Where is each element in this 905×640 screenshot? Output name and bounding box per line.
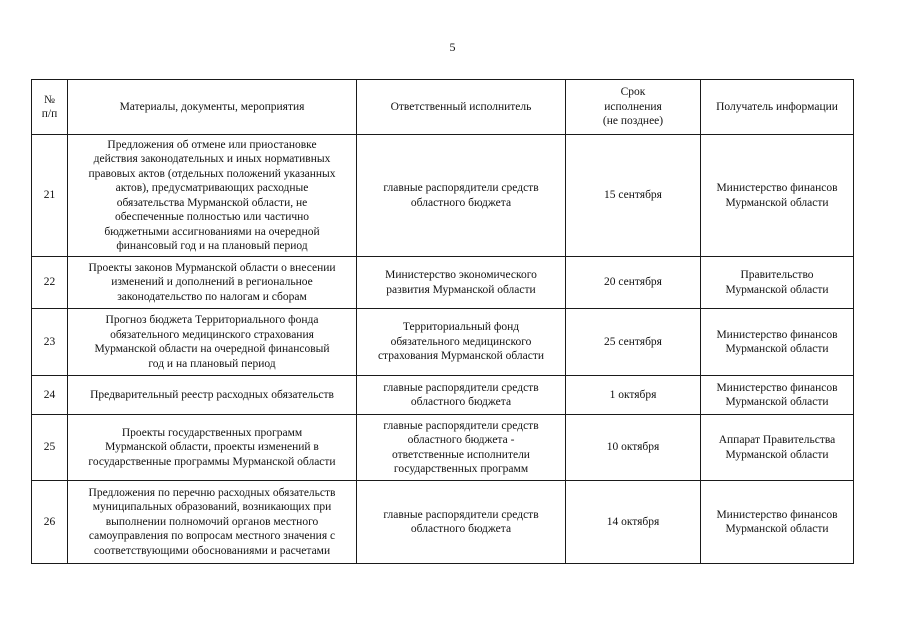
row-responsible: главные распорядители средств областного бюджета <box>357 481 566 564</box>
row-responsible: Министерство экономического развития Мурманской области <box>357 257 566 309</box>
table-row <box>32 309 854 376</box>
row-number: 24 <box>32 376 68 415</box>
row-deadline: 14 октября <box>566 481 701 564</box>
table-row <box>32 257 854 309</box>
row-deadline: 10 октября <box>566 415 701 481</box>
row-materials: Проекты законов Мурманской области о внесении изменений и дополнений в региональное законодательство по налогам и сборам <box>68 257 357 309</box>
row-number: 26 <box>32 481 68 564</box>
row-recipient: Министерство финансов Мурманской области <box>701 481 854 564</box>
row-responsible: главные распорядители средств областного бюджета <box>357 376 566 415</box>
table-row <box>32 481 854 564</box>
row-responsible: Территориальный фонд обязательного медицинского страхования Мурманской области <box>357 309 566 376</box>
page-number: 5 <box>449 40 456 54</box>
row-materials: Предложения по перечню расходных обязательств муниципальных образований, возникающих при выполнении полномочий органов местного самоуправления по вопросам местного значения с соответствующими обоснованиями и расчетами <box>68 481 357 564</box>
row-materials: Предложения об отмене или приостановке действия законодательных и иных нормативных правовых актов (отдельных положений указанных актов), предусматривающих расходные обязательства Мурманской области, не обеспеченные полностью или частично бюджетными ассигнованиями на очередной финансовый год и на плановый период <box>68 135 357 257</box>
row-number: 22 <box>32 257 68 309</box>
header-num: № п/п <box>32 80 68 135</box>
row-deadline: 25 сентября <box>566 309 701 376</box>
row-recipient: Правительство Мурманской области <box>701 257 854 309</box>
row-recipient: Аппарат Правительства Мурманской области <box>701 415 854 481</box>
row-materials: Предварительный реестр расходных обязательств <box>68 376 357 415</box>
row-materials: Прогноз бюджета Территориального фонда обязательного медицинского страхования Мурманской области на очередной финансовый год и на плановый период <box>68 309 357 376</box>
table-row <box>32 376 854 415</box>
table-row <box>32 415 854 481</box>
row-responsible: главные распорядители средств областного бюджета - ответственные исполнители государственных программ <box>357 415 566 481</box>
table-row <box>32 135 854 257</box>
row-deadline: 20 сентября <box>566 257 701 309</box>
row-recipient: Министерство финансов Мурманской области <box>701 135 854 257</box>
row-materials: Проекты государственных программ Мурманской области, проекты изменений в государственные программы Мурманской области <box>68 415 357 481</box>
row-recipient: Министерство финансов Мурманской области <box>701 376 854 415</box>
row-number: 25 <box>32 415 68 481</box>
row-deadline: 1 октября <box>566 376 701 415</box>
plan-table <box>31 79 854 564</box>
table-header-row <box>32 80 854 135</box>
row-number: 21 <box>32 135 68 257</box>
row-responsible: главные распорядители средств областного бюджета <box>357 135 566 257</box>
header-responsible: Ответственный исполнитель <box>357 80 566 135</box>
row-deadline: 15 сентября <box>566 135 701 257</box>
header-materials: Материалы, документы, мероприятия <box>68 80 357 135</box>
header-deadline: Срок исполнения (не позднее) <box>566 80 701 135</box>
header-recipient: Получатель информации <box>701 80 854 135</box>
row-number: 23 <box>32 309 68 376</box>
row-recipient: Министерство финансов Мурманской области <box>701 309 854 376</box>
